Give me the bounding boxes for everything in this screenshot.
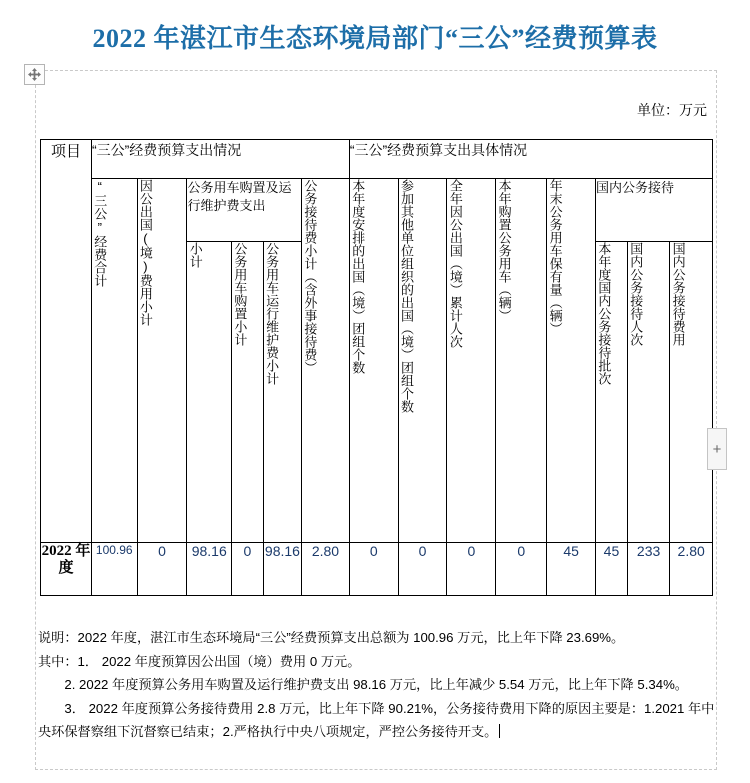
cell-groups-arranged: 0 (349, 543, 398, 596)
header-subgroup-domestic-reception: 国内公务接待 (596, 179, 713, 242)
note-line-3: 2. 2022 年度预算公务用车购置及运行维护费支出 98.16 万元，比上年减少 5.54 万元，比上年下降 5.34%。 (64, 677, 688, 692)
note-line-4 (38, 697, 722, 744)
text-cursor (499, 724, 500, 738)
header-group-left: “三公”经费预算支出情况 (91, 140, 349, 179)
header-abroad-subtotal: 因公出国(境)费用小计 (137, 179, 187, 543)
header-cars-purchased: 本年购置公务用车（辆） (496, 179, 547, 543)
table-add-column-handle[interactable]: + (707, 428, 727, 470)
cell-total: 100.96 (91, 543, 137, 596)
notes-block (38, 626, 722, 744)
cell-reception-subtotal: 2.80 (302, 543, 350, 596)
header-row-groups (41, 140, 713, 179)
header-abroad-persons: 全年因公出国（境）累计人次 (447, 179, 496, 543)
row-label: 2022 年度 (41, 543, 92, 596)
header-cars-held: 年末公务用车保有量（辆） (547, 179, 596, 543)
cell-cars-held: 45 (547, 543, 596, 596)
budget-table-wrapper (40, 139, 713, 596)
header-subgroup-car: 公务用车购置及运行维护费支出 (187, 179, 302, 242)
header-groups-joined: 参加其他单位组织的出国（境）团组个数 (398, 179, 447, 543)
cell-abroad-persons: 0 (447, 543, 496, 596)
header-reception-batches: 本年度国内公务接待批次 (596, 242, 628, 543)
page-title: 2022 年湛江市生态环境局部门“三公”经费预算表 (92, 24, 658, 53)
header-car-subtotal: 小计 (187, 242, 232, 543)
cell-abroad-subtotal: 0 (137, 543, 187, 596)
cell-car-purchase-subtotal: 0 (232, 543, 264, 596)
cell-reception-cost: 2.80 (670, 543, 713, 596)
header-group-right: “三公”经费预算支出具体情况 (349, 140, 712, 179)
note-line-4-text: 3． 2022 年度预算公务接待费用 2.8 万元，比上年下降 90.21%，公务接待费用下降的原因主要是：1.2021 年中央环保督察组下沉督察已结束；2.严格执行中央八项规定，严控公务接待开支。 (38, 700, 715, 739)
table-row (41, 543, 713, 596)
header-car-operation-subtotal: 公务用车运行维护费小计 (263, 242, 301, 543)
header-groups-arranged: 本年度安排的出国（境）团组个数 (349, 179, 398, 543)
header-car-purchase-subtotal: 公务用车购置小计 (232, 242, 264, 543)
table-move-handle[interactable] (24, 64, 45, 85)
cell-car-subtotal: 98.16 (187, 543, 232, 596)
cell-cars-purchased: 0 (496, 543, 547, 596)
note-line-2: 其中：1． 2022 年度预算因公出国（境）费用 0 万元。 (38, 653, 361, 669)
cell-reception-batches: 45 (596, 543, 628, 596)
header-reception-persons: 国内公务接待人次 (627, 242, 669, 543)
header-reception-subtotal: 公务接待费小计（含外事接待费） (302, 179, 350, 543)
cell-car-operation-subtotal: 98.16 (263, 543, 301, 596)
header-item: 项目 (41, 140, 92, 543)
header-row-subgroups (41, 179, 713, 242)
budget-table (40, 139, 713, 596)
cell-reception-persons: 233 (627, 543, 669, 596)
header-reception-cost: 国内公务接待费用 (670, 242, 713, 543)
note-line-1: 说明：2022 年度，湛江市生态环境局“三公”经费预算支出总额为 100.96 万元，比上年下降 23.69%。 (38, 630, 625, 645)
unit-label: 单位：万元 (637, 102, 707, 118)
header-total: “三公”经费合计 (91, 179, 137, 543)
cell-groups-joined: 0 (398, 543, 447, 596)
